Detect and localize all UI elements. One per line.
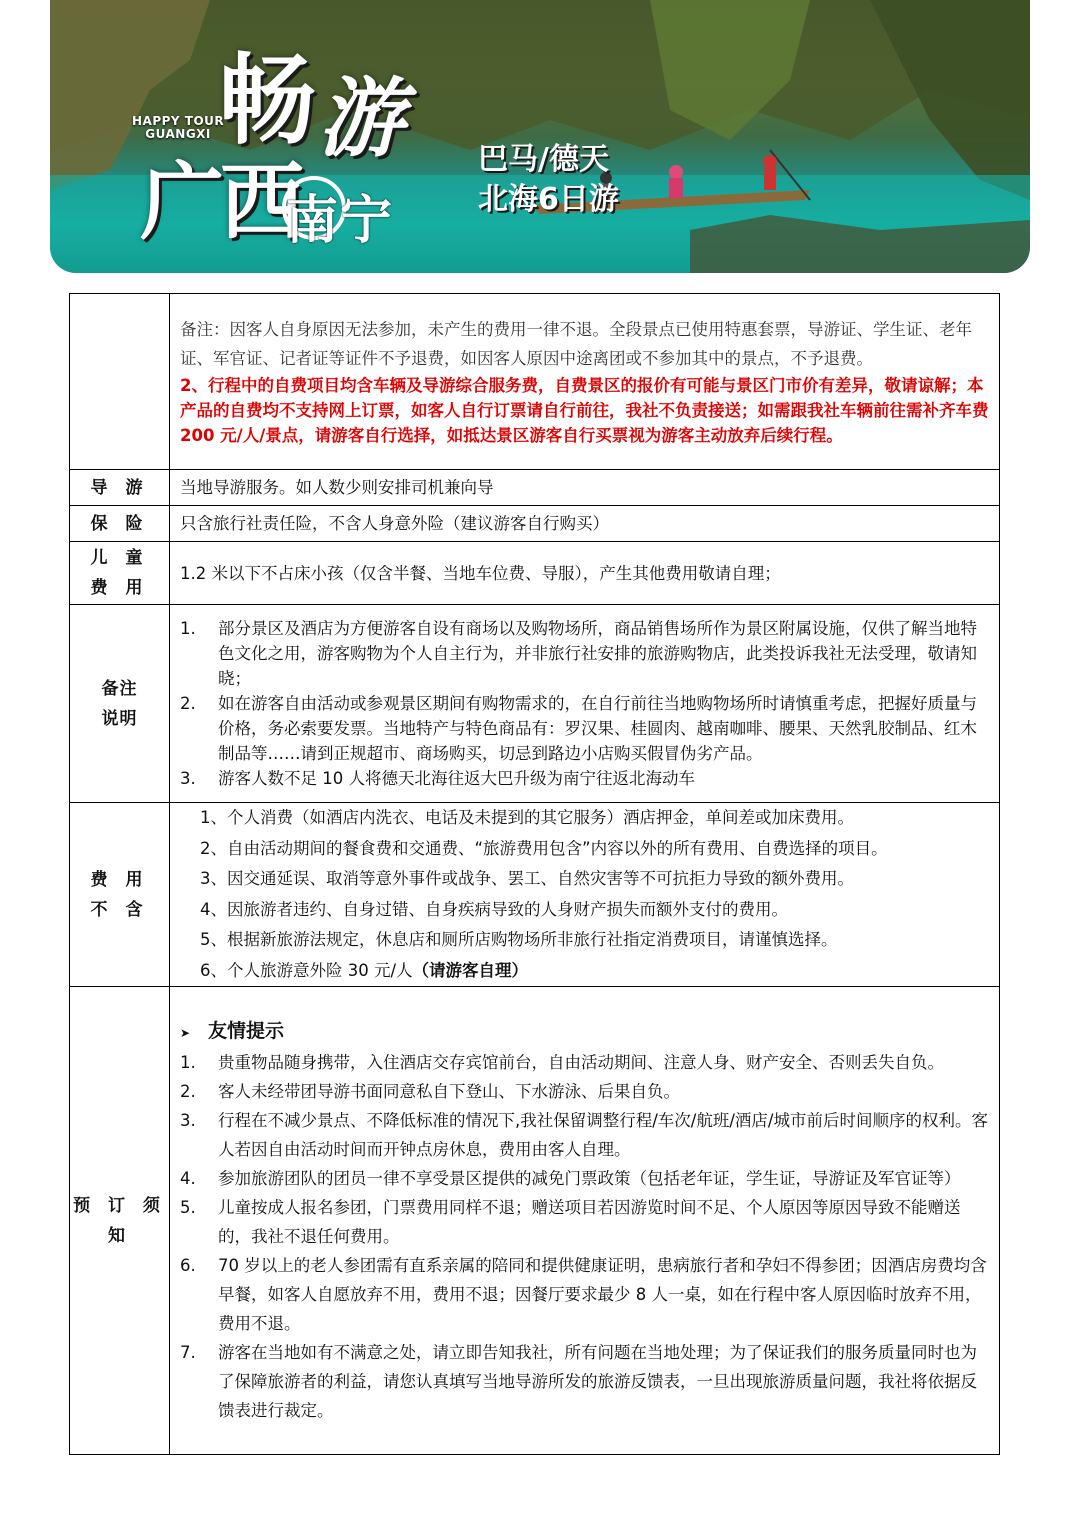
excluded-fees-label: 费 用 不 含 <box>70 803 170 987</box>
list-item: 1、个人消费（如酒店内洗衣、电话及未提到的其它服务）酒店押金，单间差或加床费用。 <box>200 808 854 827</box>
insurance-label: 保 险 <box>70 506 170 542</box>
banner-image <box>50 0 1030 273</box>
list-item: 2. 如在游客自由活动或参观景区期间有购物需求的，在自行前往当地购物场所时请慎重考虑，把握好质量与价格，务必索要发票。当地特产与特色商品有：罗汉果、桂圆肉、越南咖啡、腰果、天然乳胶制品、红木制品等……请到正规超市、商场购买，切忌到路边小店购买假冒伪劣产品。 <box>180 694 977 763</box>
insurance-text: 只含旅行社责任险，不含人身意外险（建议游客自行购买） <box>170 506 1000 542</box>
happy-tour-tag: HAPPY TOUR GUANGXI <box>132 114 225 141</box>
list-item: 3、因交通延误、取消等意外事件或战争、罢工、自然灾害等不可抗拒力导致的额外费用。 <box>200 869 854 888</box>
list-item: 5. 儿童按成人报名参团，门票费用同样不退；赠送项目若因游览时间不足、个人原因等原因导致不能赠送的，我社不退任何费用。 <box>180 1198 961 1246</box>
insurance-row <box>70 506 1000 542</box>
notes-content <box>170 605 1000 803</box>
subtitle-destinations: 巴马/德天 <box>478 142 609 177</box>
list-item: 1. 贵重物品随身携带，入住酒店交存宾馆前台，自由活动期间、注意人身、财产安全、否则丢失自负。 <box>180 1053 944 1072</box>
list-item: 2、自由活动期间的餐食费和交通费、“旅游费用包含”内容以外的所有费用、自费选择的项目。 <box>200 838 888 858</box>
notes-list <box>180 616 991 791</box>
remark-content <box>170 294 1000 470</box>
booking-notice-content <box>170 987 1000 1455</box>
guide-label: 导 游 <box>70 470 170 506</box>
list-item: 2. 客人未经带团导游书面同意私自下登山、下水游泳、后果自负。 <box>180 1082 680 1101</box>
self-pay-warning: 2、行程中的自费项目均含车辆及导游综合服务费，自费景区的报价有可能与景区门市价有差异，敬请谅解；本产品的自费均不支持网上订票，如客人自行订票请自行前往，我社不负责接送；如需跟我社车辆前往需补齐车费 200 元/人/景点，请游客自行选择，如抵达景区游客自行买票视为游客主动放弃后续行程。 <box>180 376 989 445</box>
booking-notice-list <box>180 1048 991 1425</box>
list-item: 4. 参加旅游团队的团员一律不享受景区提供的减免门票政策（包括老年证，学生证，导游证及军官证等） <box>180 1169 961 1188</box>
subtitle-tour-length: 北海6日游 <box>478 182 619 217</box>
child-fee-text: 1.2 米以下不占床小孩（仅含半餐、当地车位费、导服），产生其他费用敬请自理； <box>170 542 1000 605</box>
booking-notice-label: 预 订 须 知 <box>70 987 170 1455</box>
booking-notice-row <box>70 987 1000 1455</box>
title-guangxi: 广西 <box>140 153 301 251</box>
list-item: 3. 行程在不减少景点、不降低标准的情况下,我社保留调整行程/车次/航班/酒店/城市前后时间顺序的权利。客人若因自由活动时间而开钟点房休息，费用由客人自理。 <box>180 1111 988 1159</box>
child-fee-row <box>70 542 1000 605</box>
list-item: 1. 部分景区及酒店为方便游客自设有商场以及购物场所，商品销售场所作为景区附属设施，仅供了解当地特色文化之用，游客购物为个人自主行为，并非旅行社安排的旅游购物店，此类投诉我社无法受理，敬请知晓； <box>180 619 977 688</box>
notes-row <box>70 605 1000 803</box>
list-item: 3. 游客人数不足 10 人将德天北海往返大巴升级为南宁往返北海动车 <box>180 769 695 788</box>
list-item: 4、因旅游者违约、自身过错、自身疾病导致的人身财产损失而额外支付的费用。 <box>200 899 788 919</box>
guide-text: 当地导游服务。如人数少则安排司机兼向导 <box>170 470 1000 506</box>
remark-row <box>70 294 1000 470</box>
arrow-bullet-icon: ➤ <box>180 1026 191 1040</box>
title-chang: 畅 <box>218 44 317 158</box>
list-item: 6、个人旅游意外险 30 元/人（请游客自理） <box>200 960 529 980</box>
excluded-fees-row <box>70 803 1000 987</box>
remark-note: 备注：因客人自身原因无法参加，未产生的费用一律不退。全段景点已使用特惠套票，导游证、学生证、老年证、军官证、记者证等证件不予退费，如因客人原因中途离团或不参加其中的景点，不予退费。 <box>180 320 972 368</box>
title-you: 游 <box>318 69 404 169</box>
title-nanning: 南宁 <box>286 191 395 251</box>
notes-label: 备注 说明 <box>70 605 170 803</box>
friendly-tips-heading: ➤ 友情提示 <box>180 1016 991 1048</box>
remark-label-cell <box>70 294 170 470</box>
guide-row <box>70 470 1000 506</box>
child-fee-label: 儿 童 费 用 <box>70 542 170 605</box>
list-item: 5、根据新旅游法规定，休息店和厕所店购物场所非旅行社指定消费项目，请谨慎选择。 <box>200 930 838 949</box>
list-item: 6. 70 岁以上的老人参团需有直系亲属的陪同和提供健康证明，患病旅行者和孕妇不得参团；因酒店房费均含早餐，如客人自愿放弃不用，费用不退；因餐厅要求最少 8 人一桌，如在行程中客人原因临时放弃不用，费用不退。 <box>180 1256 987 1333</box>
excluded-fees-content <box>170 803 1000 987</box>
tour-info-table <box>69 293 1000 1455</box>
list-item: 7. 游客在当地如有不满意之处，请立即告知我社，所有问题在当地处理；为了保证我们的服务质量同时也为了保障旅游者的利益，请您认真填写当地导游所发的旅游反馈表，一旦出现旅游质量问题，我社将依据反馈表进行裁定。 <box>180 1343 977 1420</box>
